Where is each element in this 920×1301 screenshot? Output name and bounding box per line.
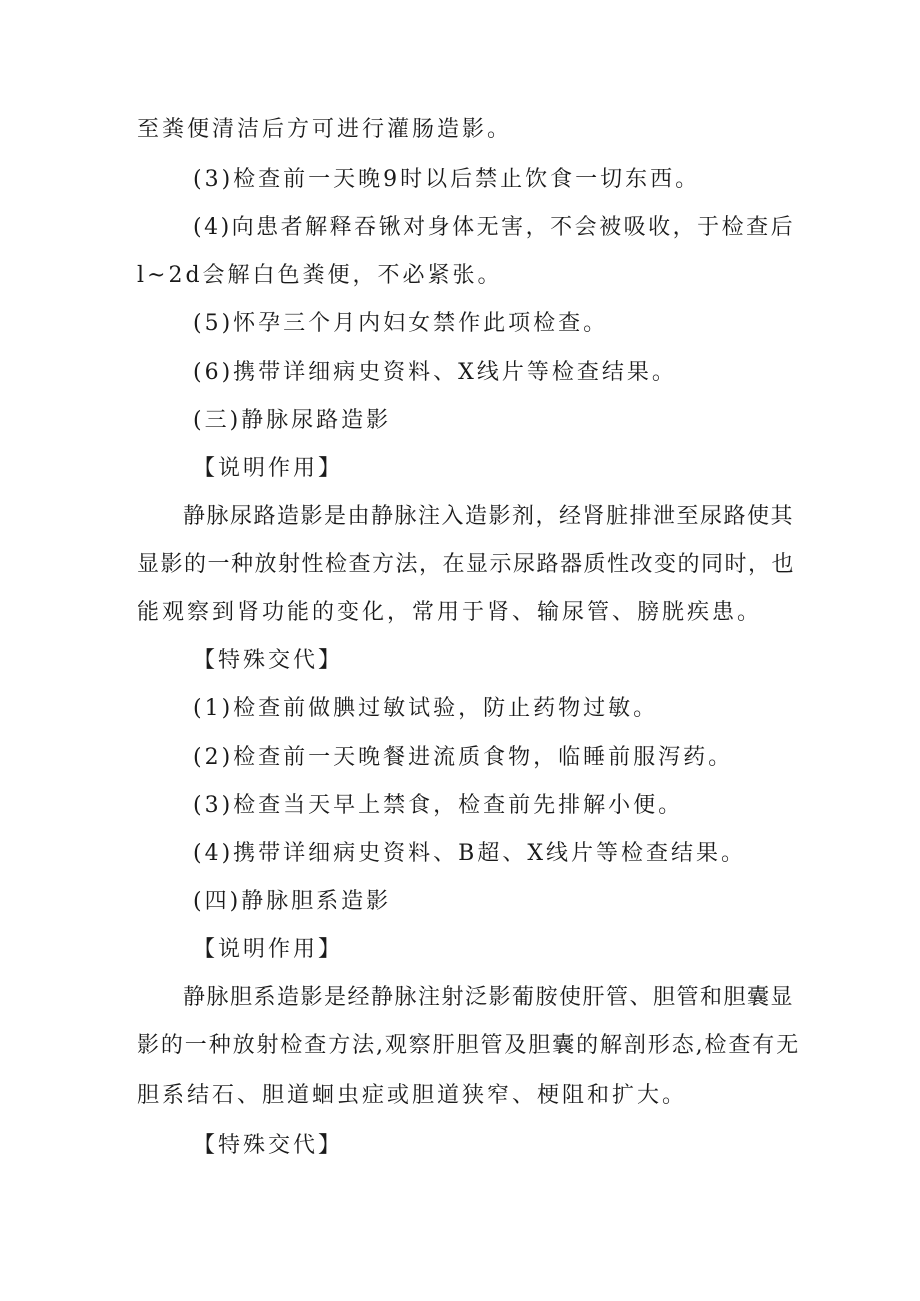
text-line: (3)检查当天早上禁食，检查前先排解小便。 — [193, 793, 684, 818]
subsection-heading: 【特殊交代】 — [193, 648, 344, 673]
section-heading: (四)静脉胆系造影 — [193, 889, 392, 914]
section-heading: (三)静脉尿路造影 — [193, 408, 392, 433]
subsection-heading: 【说明作用】 — [193, 937, 344, 962]
text-line: (2)检查前一天晚餐进流质食物，临睡前服泻药。 — [193, 745, 734, 770]
text-line: 至粪便清洁后方可进行灌肠造影。 — [137, 117, 513, 142]
text-line: 静脉尿路造影是由静脉注入造影剂，经肾脏排泄至尿路使其 — [183, 504, 795, 529]
text-line: (5)怀孕三个月内妇女禁作此项检查。 — [193, 311, 609, 336]
text-line: 静脉胆系造影是经静脉注射泛影葡胺使肝管、胆管和胆囊显 — [183, 985, 795, 1010]
text-line: (4)携带详细病史资料、B超、X线片等检查结果。 — [193, 841, 746, 866]
subsection-heading: 【特殊交代】 — [193, 1133, 344, 1158]
text-line: 能观察到肾功能的变化，常用于肾、输尿管、膀胱疾患。 — [137, 600, 763, 625]
text-line: (6)携带详细病史资料、X线片等检查结果。 — [193, 360, 677, 385]
text-line: (1)检查前做腆过敏试验，防止药物过敏。 — [193, 696, 659, 721]
text-line: 显影的一种放射性检查方法，在显示尿路器质性改变的同时，也 — [137, 552, 796, 577]
text-line: 影的一种放射检查方法,观察肝胆管及胆囊的解剖形态,检查有无 — [137, 1033, 801, 1058]
text-line: (3)检查前一天晚9时以后禁止饮食一切东西。 — [193, 167, 701, 192]
text-line: 胆系结石、胆道蛔虫症或胆道狭窄、梗阻和扩大。 — [137, 1083, 688, 1108]
text-line: (4)向患者解释吞锹对身体无害，不会被吸收，于检查后 — [193, 215, 796, 240]
subsection-heading: 【说明作用】 — [193, 456, 344, 481]
text-line: l~2d会解白色粪便，不必紧张。 — [137, 263, 503, 288]
